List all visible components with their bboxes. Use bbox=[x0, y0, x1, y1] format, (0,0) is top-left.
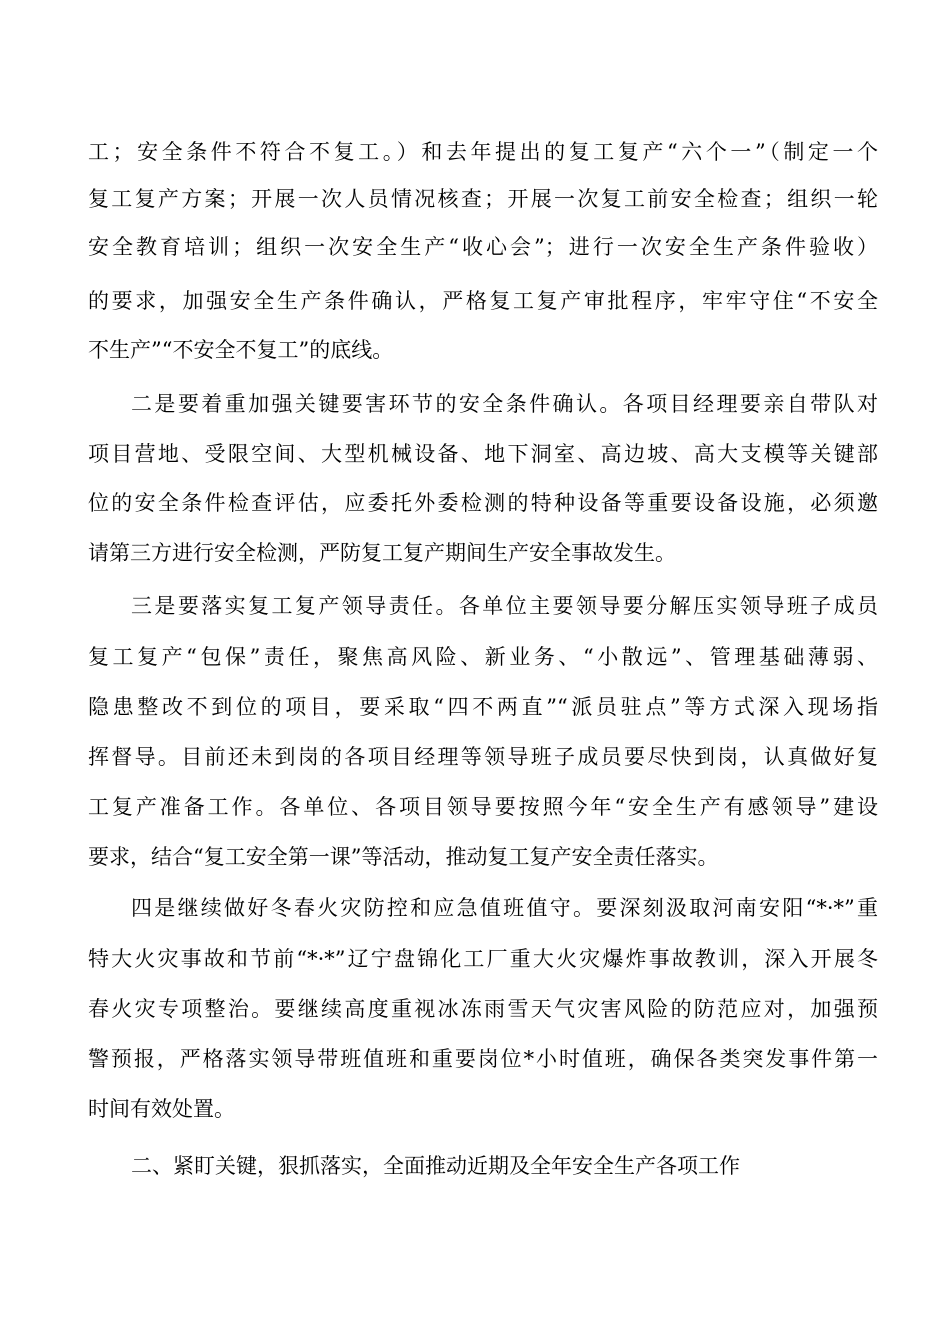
paragraph-line: 要求，结合“复工安全第一课”等活动，推动复工复产安全责任落实。 bbox=[88, 845, 719, 869]
paragraph-line: 的要求，加强安全生产条件确认，严格复工复产审批程序，牢牢守住“不安全 bbox=[88, 289, 878, 313]
paragraph-line: 挥督导。目前还未到岗的各项目经理等领导班子成员要尽快到岗，认真做好复 bbox=[88, 745, 878, 769]
paragraph-first-line: 四是继续做好冬春火灾防控和应急值班值守。要深刻汲取河南安阳“*·*”重 bbox=[131, 896, 878, 920]
paragraph-line: 不生产”“不安全不复工”的底线。 bbox=[88, 338, 394, 362]
paragraph-line: 春火灾专项整治。要继续高度重视冰冻雨雪天气灾害风险的防范应对，加强预 bbox=[88, 997, 878, 1021]
paragraph-line: 工；安全条件不符合不复工。）和去年提出的复工复产“六个一”（制定一个 bbox=[88, 140, 878, 164]
paragraph-line: 请第三方进行安全检测，严防复工复产期间生产安全事故发生。 bbox=[88, 541, 676, 565]
paragraph-line: 安全教育培训；组织一次安全生产“收心会”；进行一次安全生产条件验收） bbox=[88, 235, 878, 259]
paragraph-line: 时间有效处置。 bbox=[88, 1097, 235, 1121]
paragraph-line: 警预报，严格落实领导带班值班和重要岗位*小时值班，确保各类突发事件第一 bbox=[88, 1047, 878, 1071]
section-heading: 二、紧盯关键，狠抓落实，全面推动近期及全年安全生产各项工作 bbox=[131, 1154, 740, 1178]
paragraph-line: 隐患整改不到位的项目，要采取“四不两直”“派员驻点”等方式深入现场指 bbox=[88, 695, 878, 719]
paragraph-line: 复工复产方案；开展一次人员情况核查；开展一次复工前安全检查；组织一轮 bbox=[88, 187, 878, 211]
paragraph-line: 项目营地、受限空间、大型机械设备、地下洞室、高边坡、高大支模等关键部 bbox=[88, 442, 878, 466]
paragraph-first-line: 三是要落实复工复产领导责任。各单位主要领导要分解压实领导班子成员 bbox=[131, 594, 878, 618]
paragraph-line: 位的安全条件检查评估，应委托外委检测的特种设备等重要设备设施，必须邀 bbox=[88, 491, 878, 515]
paragraph-line: 复工复产“包保”责任，聚焦高风险、新业务、“小散远”、管理基础薄弱、 bbox=[88, 645, 878, 669]
paragraph-line: 特大火灾事故和节前“*·*”辽宁盘锦化工厂重大火灾爆炸事故教训，深入开展冬 bbox=[88, 947, 878, 971]
paragraph-line: 工复产准备工作。各单位、各项目领导要按照今年“安全生产有感领导”建设 bbox=[88, 795, 878, 819]
paragraph-first-line: 二是要着重加强关键要害环节的安全条件确认。各项目经理要亲自带队对 bbox=[131, 392, 878, 416]
